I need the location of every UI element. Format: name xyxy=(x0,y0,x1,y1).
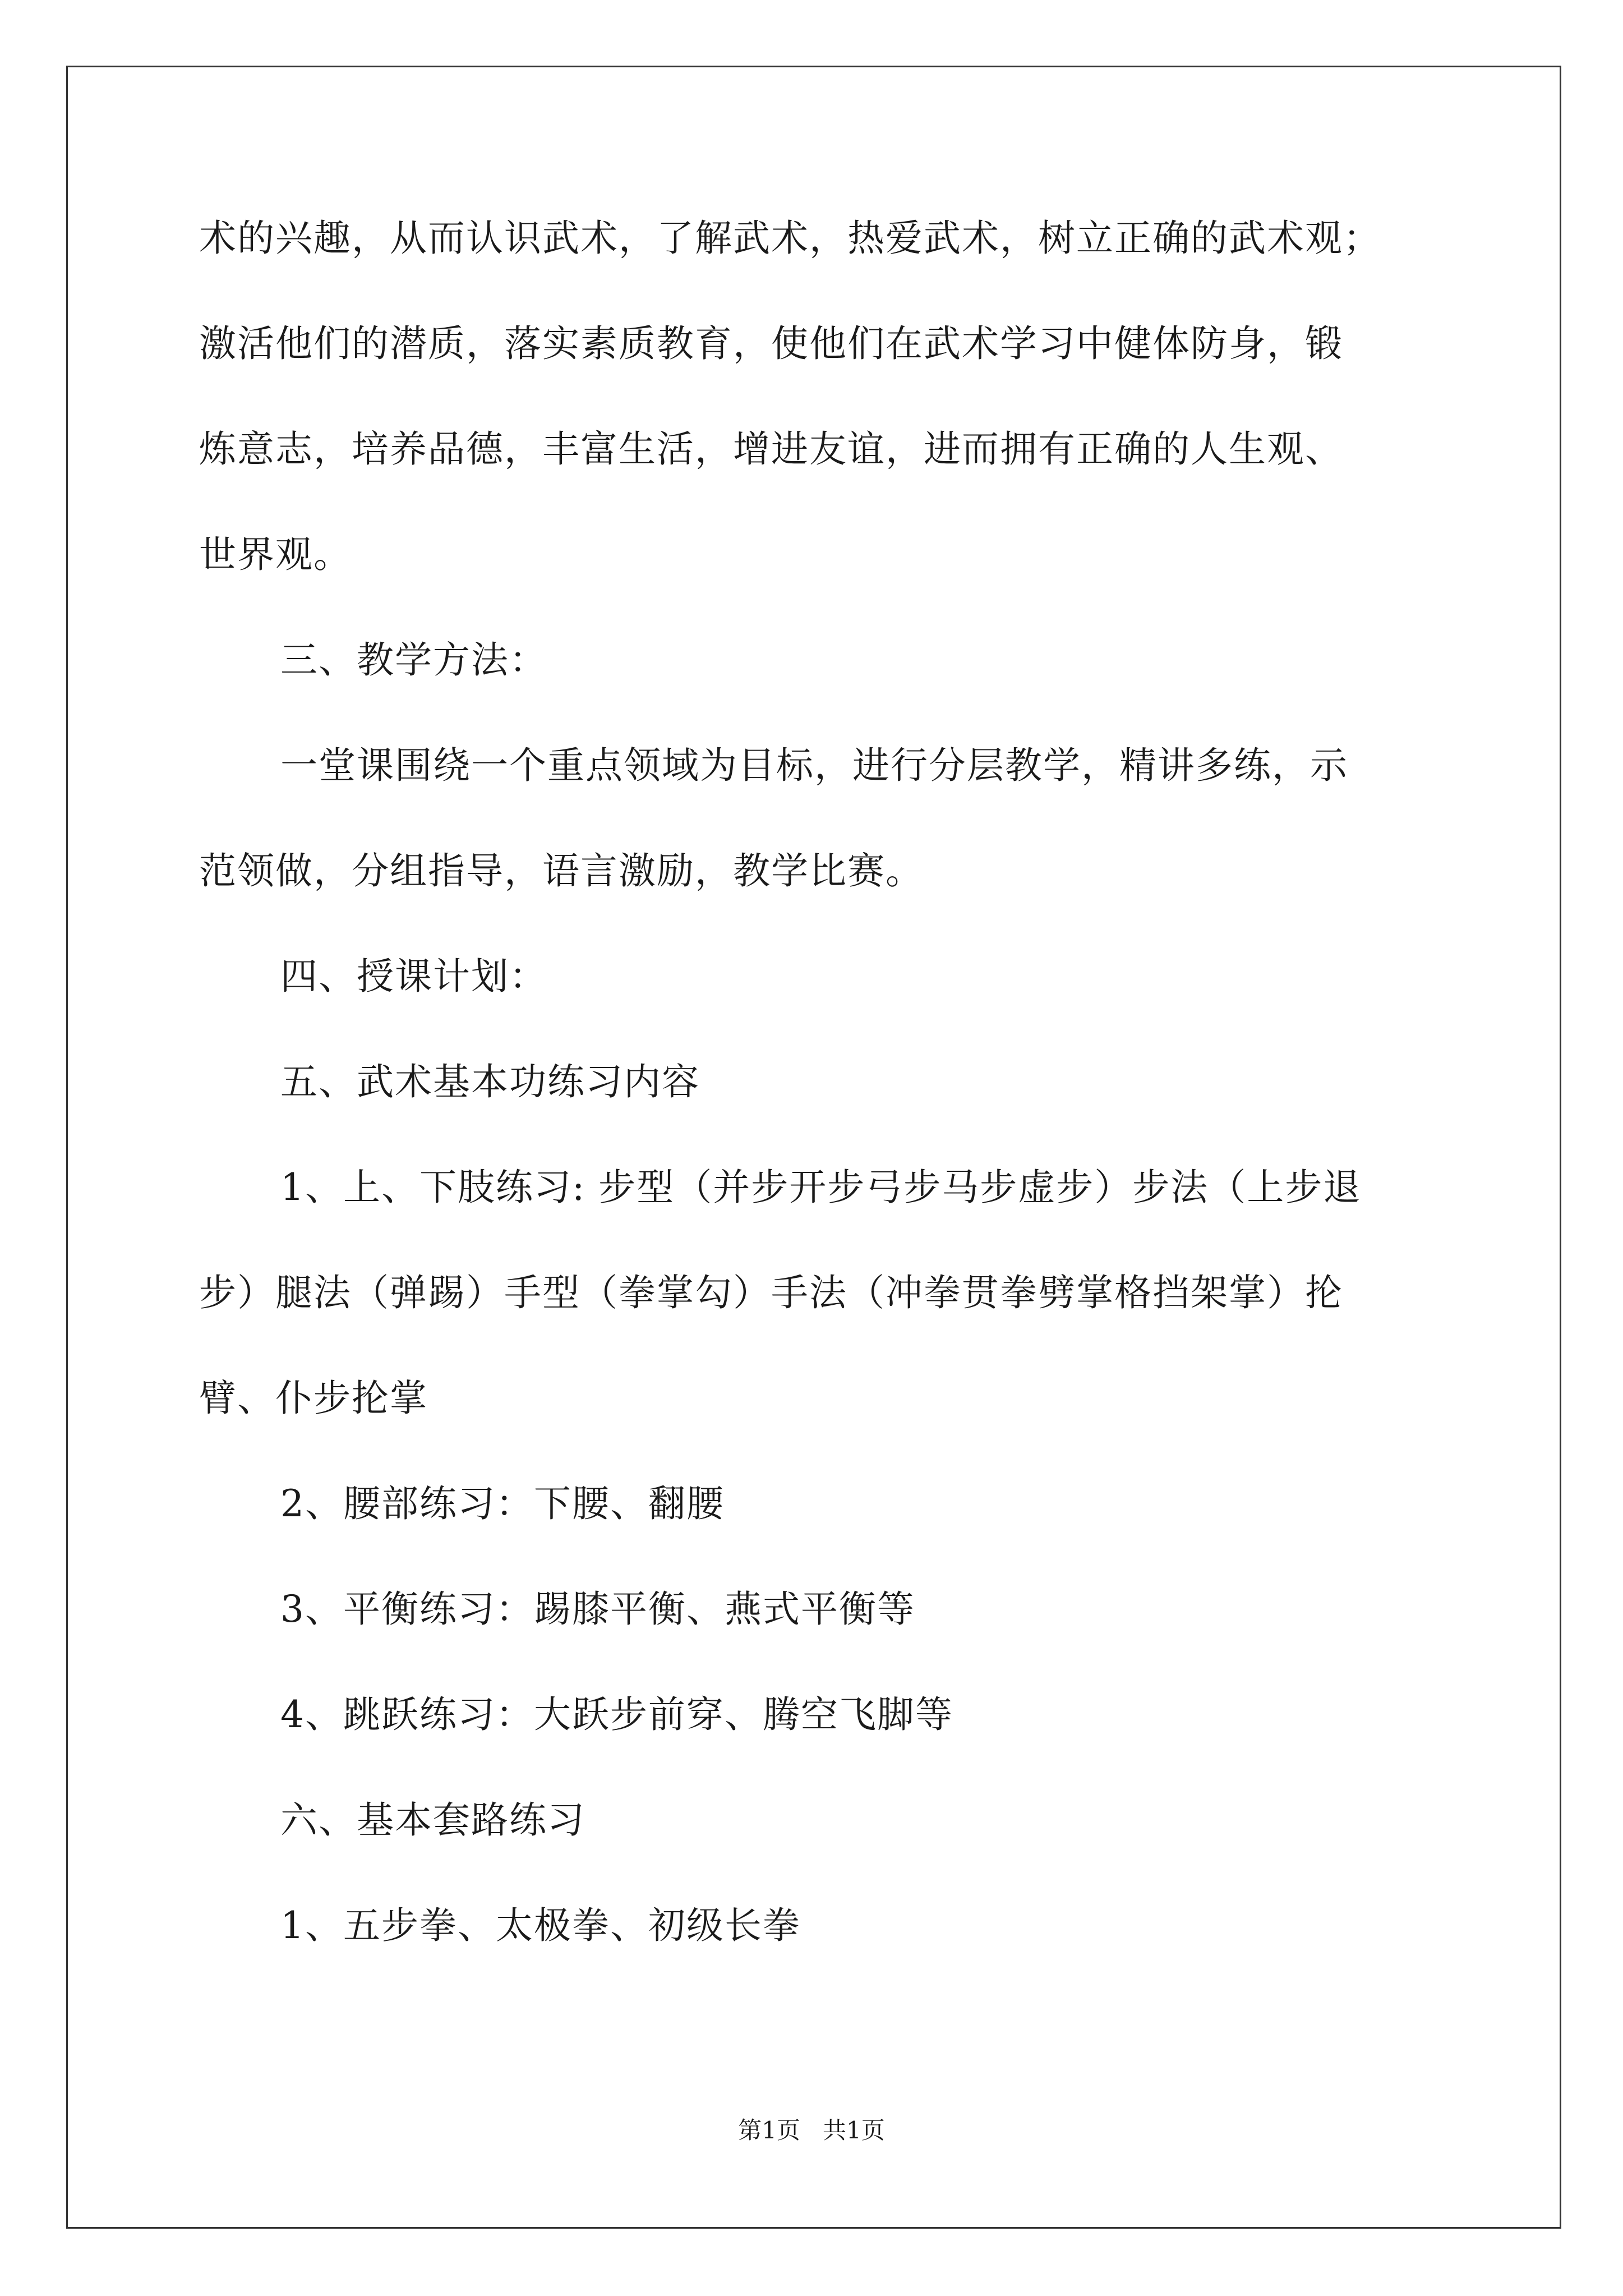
page-number-total: 共1页 xyxy=(823,2116,885,2144)
paragraph-line: 术的兴趣，从而认识武术，了解武术，热爱武术，树立正确的武术观； xyxy=(199,217,1381,260)
list-item: 2、腰部练习：下腰、翻腰 xyxy=(280,1482,725,1525)
document-body xyxy=(199,213,1455,2006)
section-heading: 三、教学方法： xyxy=(280,638,547,682)
paragraph-line: 范领做，分组指导，语言激励，教学比赛。 xyxy=(199,849,924,892)
page-number-current: 第1页 xyxy=(738,2116,800,2144)
paragraph-line: 炼意志，培养品德，丰富生活，增进友谊，进而拥有正确的人生观、 xyxy=(199,427,1343,471)
section-heading: 五、武术基本功练习内容 xyxy=(280,1060,700,1103)
paragraph-line: 步）腿法（弹踢）手型（拳掌勾）手法（冲拳贯拳劈掌格挡架掌）抡 xyxy=(199,1271,1343,1314)
paragraph-line: 激活他们的潜质，落实素质教育，使他们在武术学习中健体防身，锻 xyxy=(199,322,1343,365)
paragraph-line: 臂、仆步抡掌 xyxy=(199,1377,428,1420)
list-item: 3、平衡练习：踢膝平衡、燕式平衡等 xyxy=(280,1588,915,1631)
list-item: 1、上、下肢练习: 步型（并步开步弓步马步虚步）步法（上步退 xyxy=(280,1166,1362,1209)
section-heading: 四、授课计划： xyxy=(280,955,547,998)
section-heading: 六、基本套路练习 xyxy=(280,1798,585,1842)
paragraph-line: 一堂课围绕一个重点领域为目标，进行分层教学，精讲多练，示 xyxy=(280,744,1348,787)
paragraph-line: 世界观。 xyxy=(199,533,352,576)
list-item: 4、跳跃练习：大跃步前穿、腾空飞脚等 xyxy=(280,1693,953,1736)
page-footer xyxy=(0,2114,1623,2147)
list-item: 1、五步拳、太极拳、初级长拳 xyxy=(280,1904,801,1947)
